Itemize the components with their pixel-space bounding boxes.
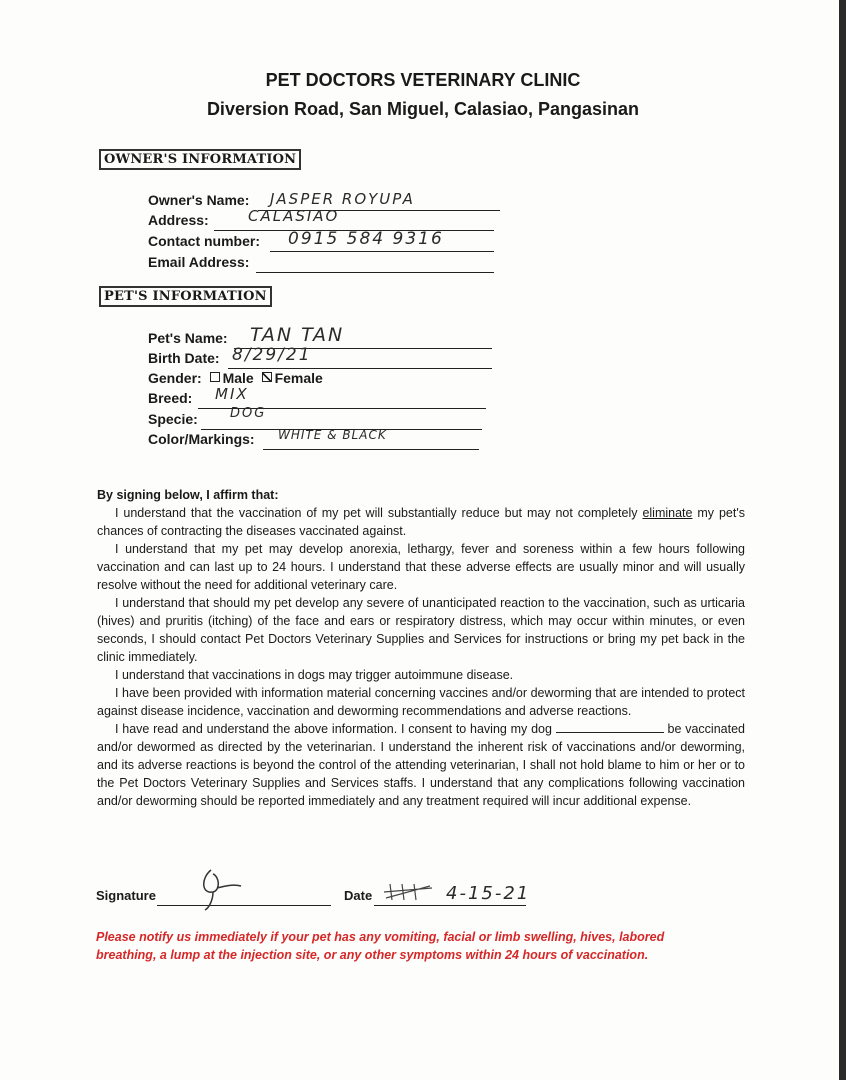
pet-breed-label: Breed: <box>148 390 193 406</box>
owner-contact-value[interactable]: 0915 584 9316 <box>288 229 444 249</box>
pet-section-title: PET'S INFORMATION <box>99 286 272 307</box>
pet-birth-row <box>148 350 220 370</box>
pet-specie-label: Specie: <box>148 411 198 427</box>
consent-paragraph-4: I understand that vaccinations in dogs may trigger autoimmune disease. <box>115 668 514 682</box>
owner-email-line <box>256 254 494 273</box>
male-option-label: Male <box>222 370 254 386</box>
clinic-name: PET DOCTORS VETERINARY CLINIC <box>265 70 581 90</box>
p1-underlined-word: eliminate <box>642 506 693 520</box>
p1-text-after: my pet's chances of contracting the diseases vaccinated against. <box>97 506 745 538</box>
p6-text-before: I have read and understand the above information. I consent to having my dog <box>115 722 552 736</box>
owner-address-label: Address: <box>148 212 209 228</box>
date-label: Date <box>344 888 373 903</box>
scan-edge <box>839 0 846 1080</box>
pet-gender-row <box>148 370 323 386</box>
owner-contact-label: Contact number: <box>148 233 260 249</box>
consent-paragraph-2: I understand that my pet may develop anorexia, lethargy, fever and soreness within a few hours following vaccination and can last up to 24 hours. I understand that these adverse effects are usually minor and will usually resolve without the need for additional veterinary care. <box>97 542 745 592</box>
owner-name-value[interactable]: JASPER ROYUPA <box>270 190 415 208</box>
pet-birth-value[interactable]: 8/29/21 <box>232 345 312 365</box>
crossed-out-date <box>380 880 436 904</box>
pet-color-value[interactable]: WHITE & BLACK <box>278 428 387 442</box>
owner-address-value[interactable]: CALASIAO <box>248 207 340 225</box>
pet-name-value[interactable]: TAN TAN <box>250 324 345 346</box>
p6-text-after: be vaccinated and/or dewormed as directed by the veterinarian. I understand the inherent risk of vaccinations and/or deworming, and its adverse reactions is beyond the control of the attending veterinarian, I shall not hold blame to him or her or to the Pet Doctors Veterinary Supplies and Services staffs. I understand that any complications following vaccination and/or deworming should be reported immediately and any treatment required will incur additional expense. <box>97 722 745 808</box>
clinic-address: Diversion Road, San Miguel, Calasiao, Pangasinan <box>206 99 640 119</box>
pet-specie-row <box>148 411 198 431</box>
p1-text-before: I understand that the vaccination of my pet will substantially reduce but may not completely <box>115 506 638 520</box>
signature-row <box>96 888 156 903</box>
pet-color-row <box>148 431 255 451</box>
consent-paragraph-5: I have been provided with information material concerning vaccines and/or deworming that are intended to protect against disease incidence, vaccination and deworming recommendations and adverse reactions. <box>97 686 745 718</box>
consent-text <box>97 486 745 810</box>
pet-breed-value[interactable]: MIX <box>215 385 249 403</box>
pet-specie-value[interactable]: DOG <box>230 406 267 421</box>
pet-color-label: Color/Markings: <box>148 431 255 447</box>
signature-mark <box>195 864 255 912</box>
owner-contact-row <box>148 233 260 253</box>
pet-name-label: Pet's Name: <box>148 330 228 346</box>
pet-gender-label: Gender: <box>148 370 202 386</box>
owner-email-label: Email Address: <box>148 254 250 270</box>
consent-paragraph-1 <box>97 504 745 540</box>
consent-paragraph-6 <box>97 720 745 810</box>
owner-section-title: OWNER'S INFORMATION <box>99 149 301 170</box>
female-checkbox[interactable] <box>262 372 272 382</box>
notice-text: Please notify us immediately if your pet has any vomiting, facial or limb swelling, hives, labored breathing, a lump at the injection site, or any other symptoms within 24 hours of vaccination. <box>96 930 665 962</box>
consent-intro: By signing below, I affirm that: <box>97 488 279 502</box>
signature-label: Signature <box>96 888 156 903</box>
owner-name-label: Owner's Name: <box>148 192 250 208</box>
female-option-label: Female <box>274 370 323 386</box>
pet-birth-label: Birth Date: <box>148 350 220 366</box>
date-value[interactable]: 4-15-21 <box>446 883 531 904</box>
owner-name-row <box>148 192 249 212</box>
owner-address-row <box>148 212 209 232</box>
pet-name-row <box>148 330 228 350</box>
male-checkbox[interactable] <box>210 372 220 382</box>
pet-breed-row <box>148 390 192 410</box>
dog-name-blank[interactable] <box>556 722 664 733</box>
owner-email-row <box>148 254 249 274</box>
consent-paragraph-3: I understand that should my pet develop any severe of unanticipated reaction to the vaccination, such as urticaria (hives) and pruritis (itching) of the face and ears or respiratory distress, which may occur within minutes, or even seconds, I should contact Pet Doctors Veterinary Supplies and Services for instructions or bring my pet back in the clinic immediately. <box>97 596 745 664</box>
date-row <box>344 888 372 903</box>
